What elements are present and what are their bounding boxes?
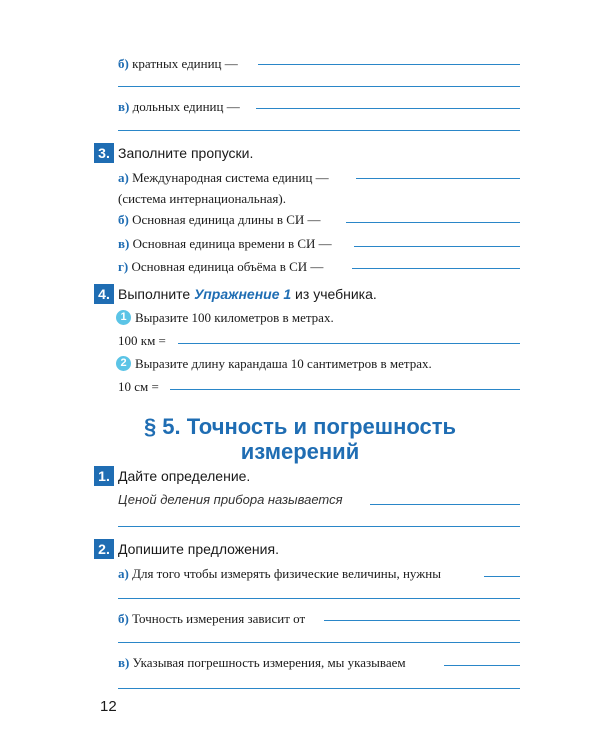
task-number-1: 1. bbox=[94, 466, 114, 486]
answer-line[interactable] bbox=[118, 526, 520, 527]
page-number: 12 bbox=[100, 698, 117, 715]
task-1-title: Дайте определение. bbox=[118, 468, 251, 484]
task-number-4: 4. bbox=[94, 284, 114, 304]
subtask-1-text: Выразите 100 километров в метрах. bbox=[135, 310, 334, 325]
item-v-submultiple-units: в) дольных единиц — bbox=[118, 99, 240, 114]
answer-line[interactable] bbox=[352, 268, 520, 269]
answer-2-label: 10 см = bbox=[118, 379, 159, 394]
answer-line[interactable] bbox=[484, 576, 520, 577]
answer-line[interactable] bbox=[354, 246, 520, 247]
item-3g: г) Основная единица объёма в СИ — bbox=[118, 259, 324, 274]
section-title-line-2: измерений bbox=[240, 439, 360, 464]
item-3v: в) Основная единица времени в СИ — bbox=[118, 236, 332, 251]
item-2v: в) Указывая погрешность измерения, мы указываем bbox=[118, 655, 406, 670]
answer-line[interactable] bbox=[118, 598, 520, 599]
answer-line[interactable] bbox=[370, 504, 520, 505]
task-number-2: 2. bbox=[94, 539, 114, 559]
section-title-line-1: § 5. Точность и погрешность bbox=[143, 414, 457, 439]
answer-line[interactable] bbox=[118, 130, 520, 131]
answer-1-label: 100 км = bbox=[118, 333, 166, 348]
answer-line[interactable] bbox=[324, 620, 520, 621]
item-b-multiple-units: б) кратных единиц — bbox=[118, 56, 238, 71]
item-2b: б) Точность измерения зависит от bbox=[118, 611, 306, 626]
answer-line[interactable] bbox=[118, 642, 520, 643]
task-number-3: 3. bbox=[94, 143, 114, 163]
item-3a-continuation: (система интернациональная). bbox=[118, 191, 286, 206]
answer-line[interactable] bbox=[118, 688, 520, 689]
subtask-number-1-icon: 1 bbox=[116, 310, 131, 325]
answer-line[interactable] bbox=[258, 64, 520, 65]
subtask-2-text: Выразите длину карандаша 10 сантиметров в метрах. bbox=[135, 356, 432, 371]
task-4-title: Выполните Упражнение 1 из учебника. bbox=[118, 286, 377, 302]
answer-line[interactable] bbox=[346, 222, 520, 223]
answer-line[interactable] bbox=[356, 178, 520, 179]
answer-line[interactable] bbox=[118, 86, 520, 87]
answer-line[interactable] bbox=[256, 108, 520, 109]
subtask-number-2-icon: 2 bbox=[116, 356, 131, 371]
item-3a: а) Международная система единиц — bbox=[118, 170, 329, 185]
answer-line[interactable] bbox=[170, 389, 520, 390]
task-3-title: Заполните пропуски. bbox=[118, 145, 254, 161]
answer-line[interactable] bbox=[178, 343, 520, 344]
answer-line[interactable] bbox=[444, 665, 520, 666]
task-2-title: Допишите предложения. bbox=[118, 541, 279, 557]
item-3b: б) Основная единица длины в СИ — bbox=[118, 212, 321, 227]
definition-prompt: Ценой деления прибора называется bbox=[118, 492, 343, 507]
item-2a: а) Для того чтобы измерять физические величины, нужны bbox=[118, 566, 441, 581]
